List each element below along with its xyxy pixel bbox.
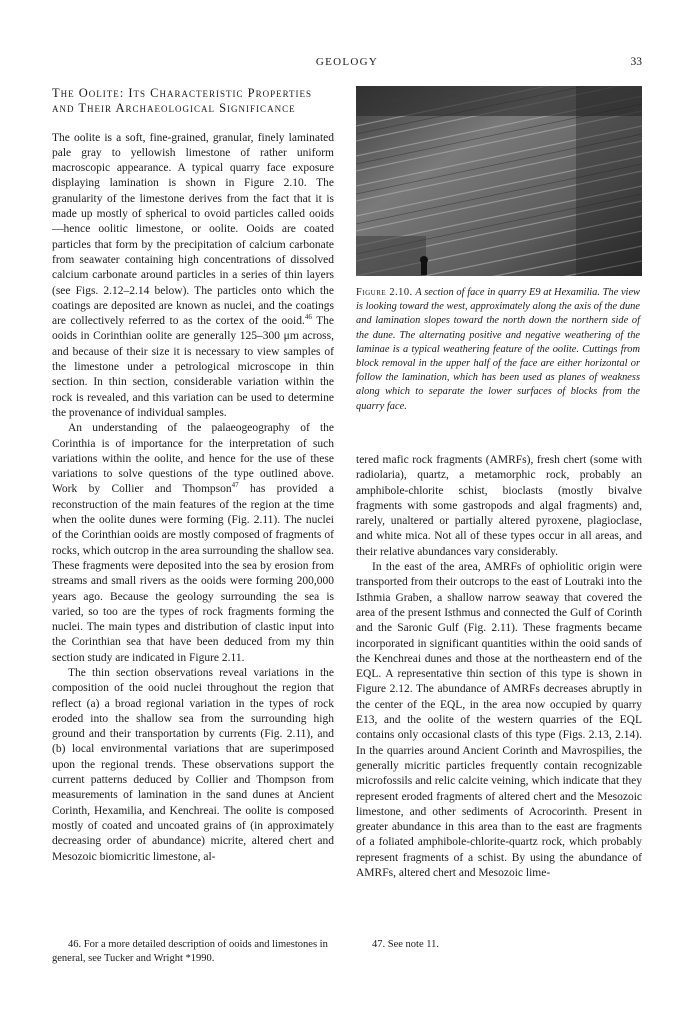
paragraph-1	[52, 131, 334, 422]
left-column	[52, 86, 334, 865]
paragraph-4: In the east of the area, AMRFs of ophiolitic origin were transported from their outcrops to the east of Loutraki into the Isthmia Graben, a shallow narrow seaway that covered the area of the present Isthmus and connected the Gulf of Corinth and the Saronic Gulf (Fig. 2.11). These fragments became incorporated in significant quantities within the ooid sands of the Kenchreai dunes and those at the northeastern end of the EQL. A representative thin section of this type is shown in Figure 2.12. The abundance of AMRFs decreases abruptly in the center of the EQL, in the area now occupied by quarry E13, and the oolite of the western quarries of the EQL contains only occasional clasts of this type (Figs. 2.13, 2.14). In the quarries around Ancient Corinth and Mavrospilies, the generally micritic particles frequently contain recognizable microfossils and relic calcite veining, which indicate that they represent eroded fragments of altered chert and the Mesozoic limestone, and other sediments of Acrocorinth. Present in greater abundance in this area than to the east are fragments of a foliated amphibole-chlorite-quartz rock, which probably represent fragments of a schist. By using the abundance of AMRFs, altered chert and Mesozoic lime-	[356, 561, 642, 880]
paragraph-2-text-a: An understanding of the palaeogeography of the Corinthia is of importance for the interpretation of such variations within the oolite, and hence for the use of these variations to solve questions of the type outlined above. Work by Collier and Thompson	[52, 422, 334, 496]
paragraph-3-continued: tered mafic rock fragments (AMRFs), fresh chert (some with radiolaria), quartz, a metamorphic rock, probably an amphibole-chlorite schist, bioclasts (mostly bivalve fragments with some gastropods and algal fragments) and, rarely, unaltered or partially altered pyroxene, plagioclase, and white mica. Not all of these types occur in all areas, and their relative abundances vary considerably.	[356, 454, 642, 558]
paragraph-2	[52, 421, 334, 666]
figure-caption-text: A section of face in quarry E9 at Hexamilia. The view is looking toward the west, approximately along the axis of the dune and lamination slopes toward the north down the northern side of the dune. The alternating positive and negative weathering of the laminae is a typical weathering feature of the oolite. Cuttings from block removal in the upper half of the face are either horizontal or follow the lamination, which has been used as planes of weakness along which to separate the lower surfaces of blocks from the quarry face.	[356, 287, 640, 412]
footnote-46: 46. For a more detailed description of ooids and limestones in general, see Tucker and Wright *1990.	[52, 939, 328, 964]
page-number: 33	[630, 56, 642, 68]
paragraph-2-text-b: has provided a reconstruction of the main features of the region at the time when the oolite dunes were forming (Fig. 2.11). The nuclei of the Corinthian ooids are mostly composed of fragments of rocks, which outcrop in the area surrounding the shallow sea. These fragments were deposited into the sea by erosion from streams and small rivers as the ooids were forming 200,000 years ago. Because the geology surrounding the sea is varied, so too are the types of rock fragments forming the nuclei. The main types and distribution of clastic input into the Corinthian sea that have been deduced from my thin section study are indicated in Figure 2.11.	[52, 483, 334, 664]
figure-label: Figure 2.10.	[356, 287, 413, 298]
footnote-ref-47[interactable]: 47	[231, 481, 239, 490]
running-head: GEOLOGY	[315, 56, 379, 68]
paragraph-3: The thin section observations reveal variations in the composition of the ooid nuclei throughout the region that reflect (a) a broad regional variation in the types of rock eroded into the shallow sea from the surrounding high ground and their transportation by currents (Fig. 2.11), and (b) local environmental variations that are superimposed upon the regional trends. These observations support the current patterns deduced by Collier and Thompson from measurements of lamination in the sand dunes at Ancient Corinth, Hexamilia, and Kenchreai. The oolite is composed mostly of coated and uncoated grains of (in approximately decreasing order of abundance) micrite, altered chert and Mesozoic biomicritic limestone, al-	[52, 666, 334, 863]
figure-2-10-photo	[356, 86, 642, 276]
right-column	[356, 453, 642, 881]
paragraph-1-text: The oolite is a soft, fine-grained, granular, finely laminated pale gray to yellowish limestone of rather uniform macroscopic appearance. A typical quarry face exposure displaying lamination is shown in Figure 2.10. The granularity of the limestone derives from the fact that it is made up mostly of spherical to ovoid particles called ooids—hence oolitic limestone, or oolite. Ooids are coated particles that form by the precipitation of calcium carbonate from seawater containing high concentrations of dissolved calcium carbonate around particles in a series of thin layers (see Figs. 2.12–2.14 below). The particles onto which the coatings are deposited are known as nuclei, and the coatings are collectively referred to as the cortex of the ooid.	[52, 131, 334, 328]
page-header	[52, 56, 642, 70]
figure-caption	[356, 286, 640, 414]
quarry-face-photo	[356, 86, 642, 276]
paragraph-1-tail: The ooids in Corinthian oolite are generally 125–300 μm across, and because of their size it is necessary to view samples of the limestone under a petrological microscope in thin section. In thin section, considerable variation within the rock is revealed, and this variation can be used to determine the provenance of individual samples.	[52, 315, 334, 419]
footnote-47: 47. See note 11.	[372, 939, 439, 950]
section-heading: The Oolite: Its Characteristic Properties and Their Archaeological Significance	[52, 86, 313, 116]
footnote-ref-46[interactable]: 46	[304, 313, 312, 322]
